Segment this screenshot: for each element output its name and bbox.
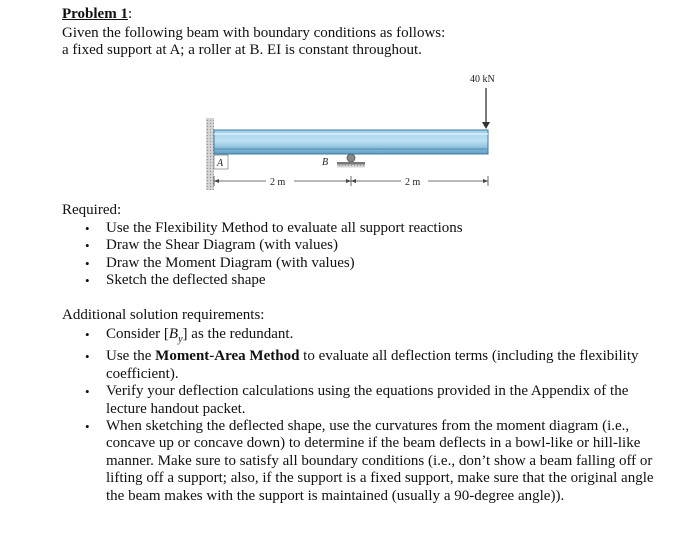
- list-item: • Sketch the deflected shape: [85, 272, 266, 289]
- problem-intro: [62, 25, 445, 59]
- problem-title-text: Problem 1: [62, 6, 128, 22]
- fixed-wall: [206, 118, 214, 190]
- list-item: • Use the Flexibility Method to evaluate all support reactions: [85, 220, 463, 236]
- intro-line-1: Given the following beam with boundary conditions as follows:: [62, 25, 446, 41]
- redundant-variable: B: [168, 326, 179, 342]
- required-list: [62, 220, 622, 290]
- required-heading: Required:: [62, 202, 122, 218]
- moment-area-method: Moment-Area Method: [155, 348, 300, 365]
- problem-title-colon: :: [127, 6, 133, 22]
- list-item: • Consider $[B_y]$ as the redundant.: [85, 326, 294, 345]
- problem-title: [62, 6, 132, 23]
- list-item: • Verify your deflection calculations using the equations provided in the Appendix of the lecture handout packet.: [85, 383, 629, 417]
- beam-diagram: [206, 68, 506, 198]
- support-a-label: A: [217, 158, 224, 169]
- beam-figure: [206, 68, 506, 198]
- intro-line-2: a fixed support at A; a roller at B. EI is constant throughout.: [62, 42, 422, 58]
- list-item: • When sketching the deflected shape, use the curvatures from the moment diagram (i.e., concave up or concave down) to determine if the beam deflects in a bowl-like or hill-like manner. Make sure to satisfy all boundary conditions (i.e., don’t show a beam falling off or lifting off a support; also, if the support is a fixed support, make sure that the original angle the beam makes with the support is maintained (usually a 90-degree angle)).: [85, 418, 654, 504]
- span-2-label: 2 m: [405, 177, 421, 188]
- span-1-label: 2 m: [270, 177, 286, 188]
- list-item: • Draw the Shear Diagram (with values): [85, 237, 339, 254]
- additional-heading: Additional solution requirements:: [62, 307, 265, 323]
- load-label: 40 kN: [470, 74, 495, 85]
- roller-support: [337, 154, 365, 168]
- list-item: • Draw the Moment Diagram (with values): [85, 254, 355, 271]
- list-item: • Use the Moment-Area Method to evaluate all deflection terms (including the flexibility coefficient).: [85, 348, 639, 382]
- support-b-label: B: [322, 157, 329, 168]
- additional-list: [62, 326, 662, 505]
